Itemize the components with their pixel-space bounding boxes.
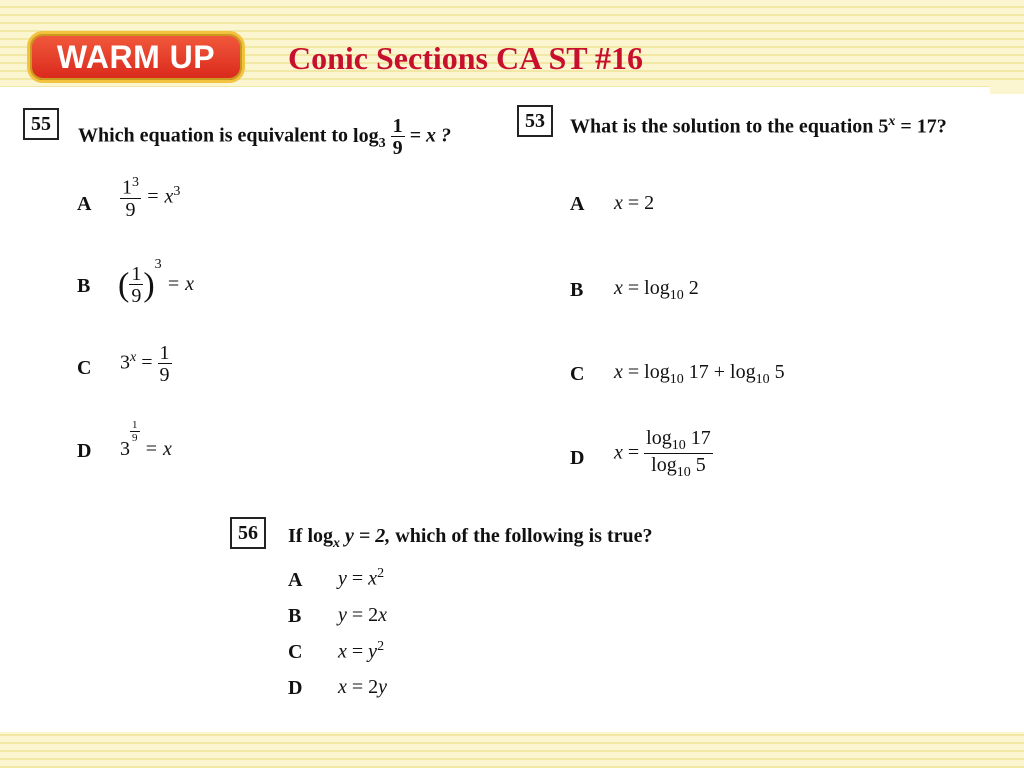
question-53-prompt: What is the solution to the equation 5$^x$ = 17? <box>570 114 947 138</box>
q53-option-d-math[interactable]: x = $\frac{\log_{10} 17}{\log_{10} 5}$ <box>614 427 711 480</box>
warm-up-badge <box>27 31 245 83</box>
q53-option-a-letter[interactable]: A <box>570 193 585 215</box>
q53-option-c-letter[interactable]: C <box>570 363 585 385</box>
q55-option-c-math[interactable]: 3$^x$ = $\frac{1}{9}$ <box>120 342 170 386</box>
q55-option-b-letter[interactable]: B <box>77 275 91 297</box>
q55-prompt-fraction: $\frac{1}{9}$ <box>392 115 403 159</box>
q55-option-a-letter[interactable]: A <box>77 193 92 215</box>
question-55-number: 55 <box>23 108 59 140</box>
panel-corner <box>990 82 1024 94</box>
q56-option-d-letter[interactable]: D <box>288 677 303 699</box>
q55-option-d-math[interactable]: 3 $\frac{1}{9}$ = x <box>120 419 172 460</box>
q55-option-c-letter[interactable]: C <box>77 357 92 379</box>
warm-up-label: WARM UP <box>56 38 216 75</box>
question-56-prompt: If $\log_x y = 2$, which of the following is true? <box>288 525 653 551</box>
q56-option-b-math[interactable]: y = 2x <box>338 604 388 626</box>
q55-option-b-math[interactable]: ( $\frac{1}{9}$ )$^3$ = x <box>118 257 195 308</box>
q53-option-b-letter[interactable]: B <box>570 279 584 301</box>
q53-option-c-math[interactable]: $x = \log_{10} 17 + \log_{10} 5$ <box>614 361 785 387</box>
q56-option-a-letter[interactable]: A <box>288 569 303 591</box>
question-55-prompt: Which equation is equivalent to $\log_3$ $\frac{1}{9}$ = x ? <box>78 115 452 159</box>
q53-option-a-math[interactable]: x = 2 <box>614 192 655 214</box>
q56-option-a-math[interactable]: $y = x^2$ <box>338 566 385 590</box>
q56-option-c-letter[interactable]: C <box>288 641 303 663</box>
q56-option-b-letter[interactable]: B <box>288 605 302 627</box>
question-56-number: 56 <box>230 517 266 549</box>
q55-option-d-letter[interactable]: D <box>77 440 92 462</box>
q56-option-d-math[interactable]: x = 2y <box>338 676 388 698</box>
page-title: Conic Sections CA ST #16 <box>288 40 644 76</box>
q55-option-a-math[interactable]: $\frac{1^3}{9}$ = $x^3$ <box>122 175 181 221</box>
q56-option-c-math[interactable]: $x = y^2$ <box>338 639 385 663</box>
question-53-number: 53 <box>517 105 553 137</box>
q53-option-d-letter[interactable]: D <box>570 447 585 469</box>
q53-option-b-math[interactable]: $x = \log_{10} 2$ <box>614 277 699 303</box>
